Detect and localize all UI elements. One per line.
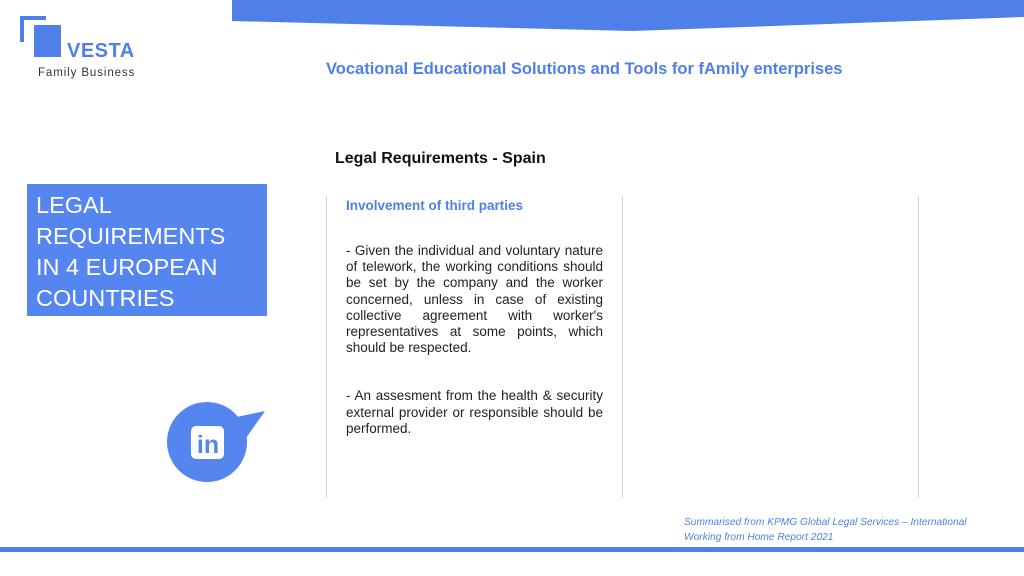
logo-name: VESTA <box>67 40 135 62</box>
content-column <box>346 198 603 437</box>
footnote-line: Summarised from KPMG Global Legal Services – International <box>684 517 967 528</box>
column-divider <box>918 196 919 498</box>
column-divider <box>622 196 623 498</box>
section-title-box <box>27 184 267 316</box>
header-band <box>232 0 1024 32</box>
source-footnote <box>684 515 1004 545</box>
linkedin-icon[interactable] <box>166 400 270 484</box>
page-title: Legal Requirements - Spain <box>335 150 546 167</box>
section-title-text: LEGAL REQUIREMENTS IN 4 EUROPEAN COUNTRIES <box>36 192 226 311</box>
logo-subtitle: Family Business <box>38 67 136 79</box>
column-divider <box>326 196 327 498</box>
footer-bar <box>0 547 1024 552</box>
project-tagline: Vocational Educational Solutions and Tools for fAmily enterprises <box>326 60 843 78</box>
vesta-logo <box>20 16 150 82</box>
column-paragraph: - An assesment from the health & security external provider or responsible should be performed. <box>346 388 603 436</box>
linkedin-icon-label: in <box>196 431 220 459</box>
column-heading: Involvement of third parties <box>346 198 524 213</box>
vesta-logo-mark <box>20 16 66 62</box>
footnote-line: Working from Home Report 2021 <box>684 532 834 543</box>
column-paragraph: - Given the individual and voluntary nature of telework, the working conditions should be set by the company and the worker concerned, unless in case of existing collective agreement with worker's representatives at some points, which should be respected. <box>346 243 603 356</box>
